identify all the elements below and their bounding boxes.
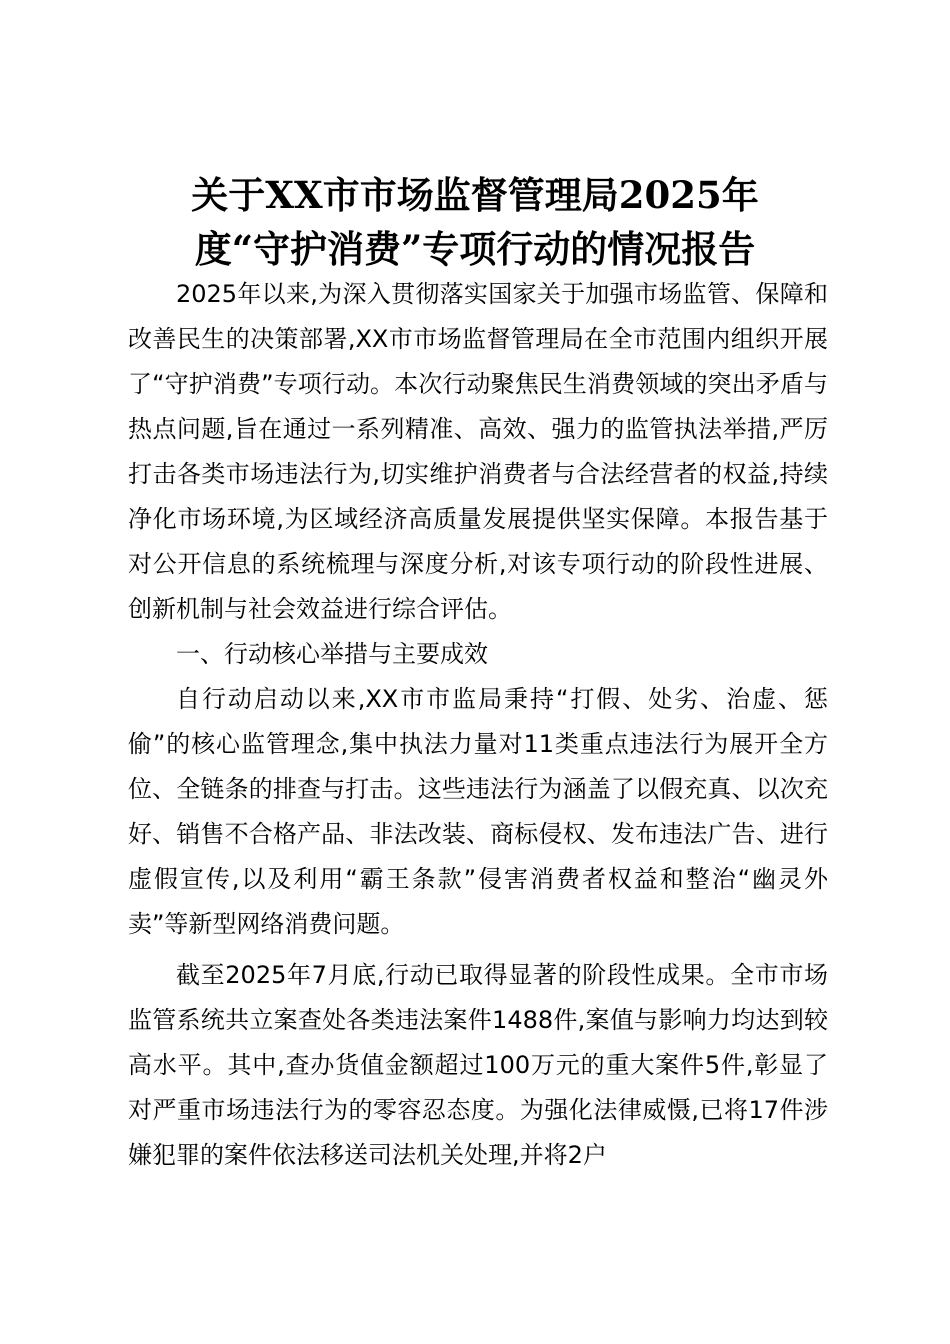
title-line-2: 度“守护消费”专项行动的情况报告 — [194, 227, 756, 271]
section-heading-1: 一、行动核心举措与主要成效 — [176, 640, 488, 668]
paragraph-results: 截至2025年7月底,行动已取得显著的阶段性成果。全市市场监管系统共立案查处各类违法案件1488件,案值与影响力均达到较高水平。其中,查办货值金额超过100万元的重大案件5件,彰显了对严重市场违法行为的零容忍态度。为强化法律威慑,已将17件涉嫌犯罪的案件依法移送司法机关处理,并将2户 — [128, 961, 828, 1169]
paragraph-measures: 自行动启动以来,XX市市监局秉持“打假、处劣、治虚、惩偷”的核心监管理念,集中执法力量对11类重点违法行为展开全方位、全链条的排查与打击。这些违法行为涵盖了以假充真、以次充好、销售不合格产品、非法改装、商标侵权、发布违法广告、进行虚假宣传,以及利用“霸王条款”侵害消费者权益和整治“幽灵外卖”等新型网络消费问题。 — [128, 685, 828, 938]
document-title — [110, 168, 840, 276]
document-body — [128, 272, 828, 1178]
title-line-1: 关于XX市市场监督管理局2025年 — [191, 173, 759, 217]
paragraph-intro: 2025年以来,为深入贯彻落实国家关于加强市场监管、保障和改善民生的决策部署,XX市市场监督管理局在全市范围内组织开展了“守护消费”专项行动。本次行动聚焦民生消费领域的突出矛盾与热点问题,旨在通过一系列精准、高效、强力的监管执法举措,严厉打击各类市场违法行为,切实维护消费者与合法经营者的权益,持续净化市场环境,为区域经济高质量发展提供坚实保障。本报告基于对公开信息的系统梳理与深度分析,对该专项行动的阶段性进展、创新机制与社会效益进行综合评估。 — [128, 280, 828, 623]
